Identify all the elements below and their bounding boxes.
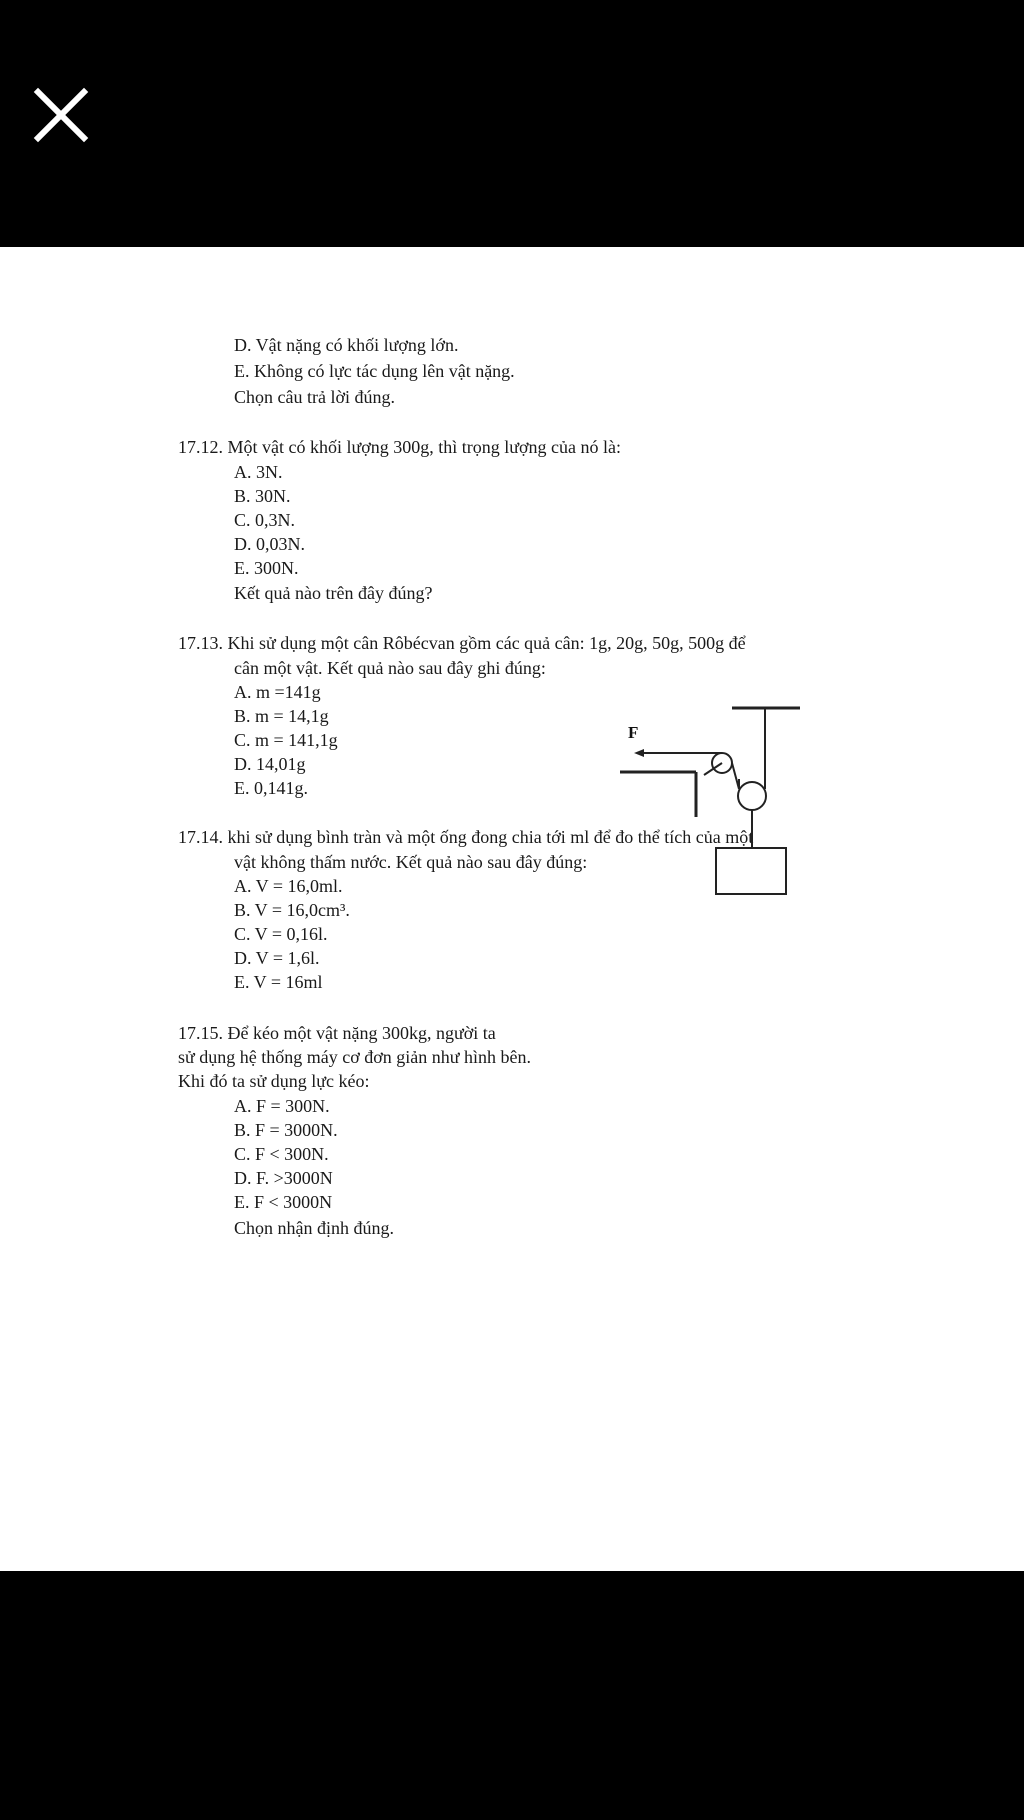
load-box — [716, 848, 786, 894]
q14-option-d: D. V = 1,6l. — [234, 948, 320, 968]
force-arrow-icon — [634, 749, 644, 757]
q14-option-a: A. V = 16,0ml. — [234, 876, 343, 896]
q13-option-b: B. m = 14,1g — [234, 706, 329, 726]
q15-stem: 17.15. Để kéo một vật nặng 300kg, người ta — [178, 1023, 496, 1043]
q13-option-e: E. 0,141g. — [234, 778, 308, 798]
q15-option-b: B. F = 3000N. — [234, 1120, 338, 1140]
rope-connector — [732, 763, 739, 789]
viewer-top-bar — [0, 0, 1024, 247]
q14-option-b: B. V = 16,0cm³. — [234, 900, 350, 920]
q15-option-d: D. F. >3000N — [234, 1168, 333, 1188]
q14-option-c: C. V = 0,16l. — [234, 924, 328, 944]
intro-instruction: Chọn câu trả lời đúng. — [234, 387, 395, 407]
q12-option-c: C. 0,3N. — [234, 510, 296, 530]
q15-stem-cont: sử dụng hệ thống máy cơ đơn giản như hình bên. — [178, 1047, 532, 1067]
q12-option-d: D. 0,03N. — [234, 534, 305, 554]
q14-stem-cont: vật không thấm nước. Kết quả nào sau đây đúng: — [234, 852, 588, 872]
q13-stem-cont: cân một vật. Kết quả nào sau đây ghi đúng: — [234, 658, 546, 678]
q13-option-d: D. 14,01g — [234, 754, 306, 774]
q15-option-c: C. F < 300N. — [234, 1144, 329, 1164]
pulley-diagram — [612, 671, 812, 901]
q14-stem: 17.14. khi sử dụng bình tràn và một ống đong chia tới ml để đo thể tích của một — [178, 827, 754, 847]
q13-option-a: A. m =141g — [234, 682, 321, 702]
q12-option-b: B. 30N. — [234, 486, 291, 506]
close-icon — [26, 80, 96, 150]
q14-option-e: E. V = 16ml — [234, 972, 323, 992]
q12-option-a: A. 3N. — [234, 462, 283, 482]
movable-pulley — [738, 782, 766, 810]
close-button[interactable] — [26, 80, 96, 150]
intro-option-e: E. Không có lực tác dụng lên vật nặng. — [234, 361, 515, 381]
force-label: F — [628, 723, 639, 742]
q12-stem: 17.12. Một vật có khối lượng 300g, thì trọng lượng của nó là: — [178, 437, 622, 457]
q12-option-e: E. 300N. — [234, 558, 299, 578]
q12-footer: Kết quả nào trên đây đúng? — [234, 583, 433, 603]
q15-option-a: A. F = 300N. — [234, 1096, 330, 1116]
viewer-bottom-bar — [0, 1571, 1024, 1820]
q15-option-e: E. F < 3000N — [234, 1192, 333, 1212]
q15-footer: Chọn nhận định đúng. — [234, 1218, 394, 1238]
q15-stem-cont2: Khi đó ta sử dụng lực kéo: — [178, 1071, 370, 1091]
q13-stem: 17.13. Khi sử dụng một cân Rôbécvan gồm các quả cân: 1g, 20g, 50g, 500g để — [178, 633, 746, 653]
intro-option-d: D. Vật nặng có khối lượng lớn. — [234, 335, 459, 355]
q13-option-c: C. m = 141,1g — [234, 730, 338, 750]
